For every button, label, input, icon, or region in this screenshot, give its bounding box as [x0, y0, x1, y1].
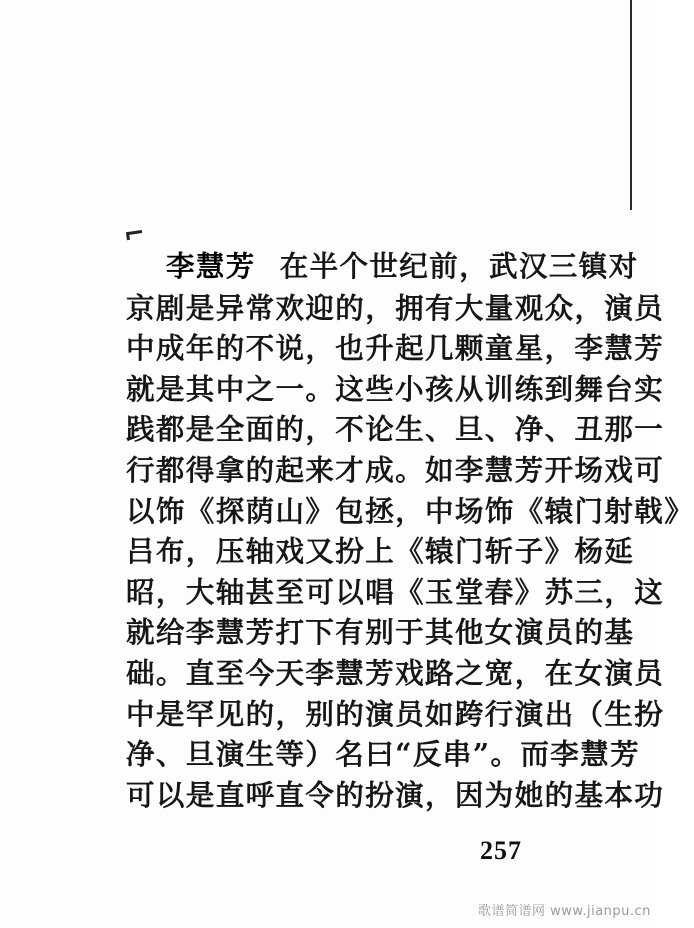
article-line-10: 就给李慧芳打下有别于其他女演员的基	[126, 615, 635, 650]
article-line-4: 就是其中之一。这些小孩从训练到舞台实	[126, 371, 665, 406]
article-line-6: 行都得拿的起来才成。如李慧芳开场戏可	[126, 452, 665, 487]
article-line-14: 可以是直呼直令的扮演，因为她的基本功	[126, 777, 665, 812]
article-line-8: 吕布，压轴戏又扮上《辕门斩子》杨延	[126, 534, 635, 569]
article-line-5: 践都是全面的，不论生、旦、净、丑那一	[126, 412, 665, 447]
article-line-9: 昭，大轴甚至可以唱《玉堂春》苏三，这	[126, 574, 665, 609]
article-heading: 李慧芳	[166, 250, 256, 283]
article-body	[126, 246, 694, 815]
article-line-1	[126, 246, 639, 288]
article-line-3: 中成年的不说，也升起几颗童星，李慧芳	[126, 331, 665, 366]
article-line-13: 净、旦演生等）名曰“反串”。而李慧芳	[126, 737, 640, 772]
binding-edge-line	[630, 0, 632, 210]
article-line-7: 以饰《探荫山》包拯，中场饰《辕门射戟》	[126, 493, 694, 528]
site-watermark: 歌谱简谱网 www.jianpu.cn	[478, 904, 651, 919]
article-line-1-text: 在半个世纪前，武汉三镇对	[279, 249, 639, 283]
page-number: 257	[480, 836, 522, 865]
article-line-11: 础。直至今天李慧芳戏路之宽，在女演员	[126, 655, 665, 690]
corner-mark	[128, 230, 142, 235]
article-line-12: 中是罕见的，别的演员如跨行演出（生扮	[126, 696, 665, 731]
article-line-2: 京剧是异常欢迎的，拥有大量观众，演员	[126, 290, 665, 325]
